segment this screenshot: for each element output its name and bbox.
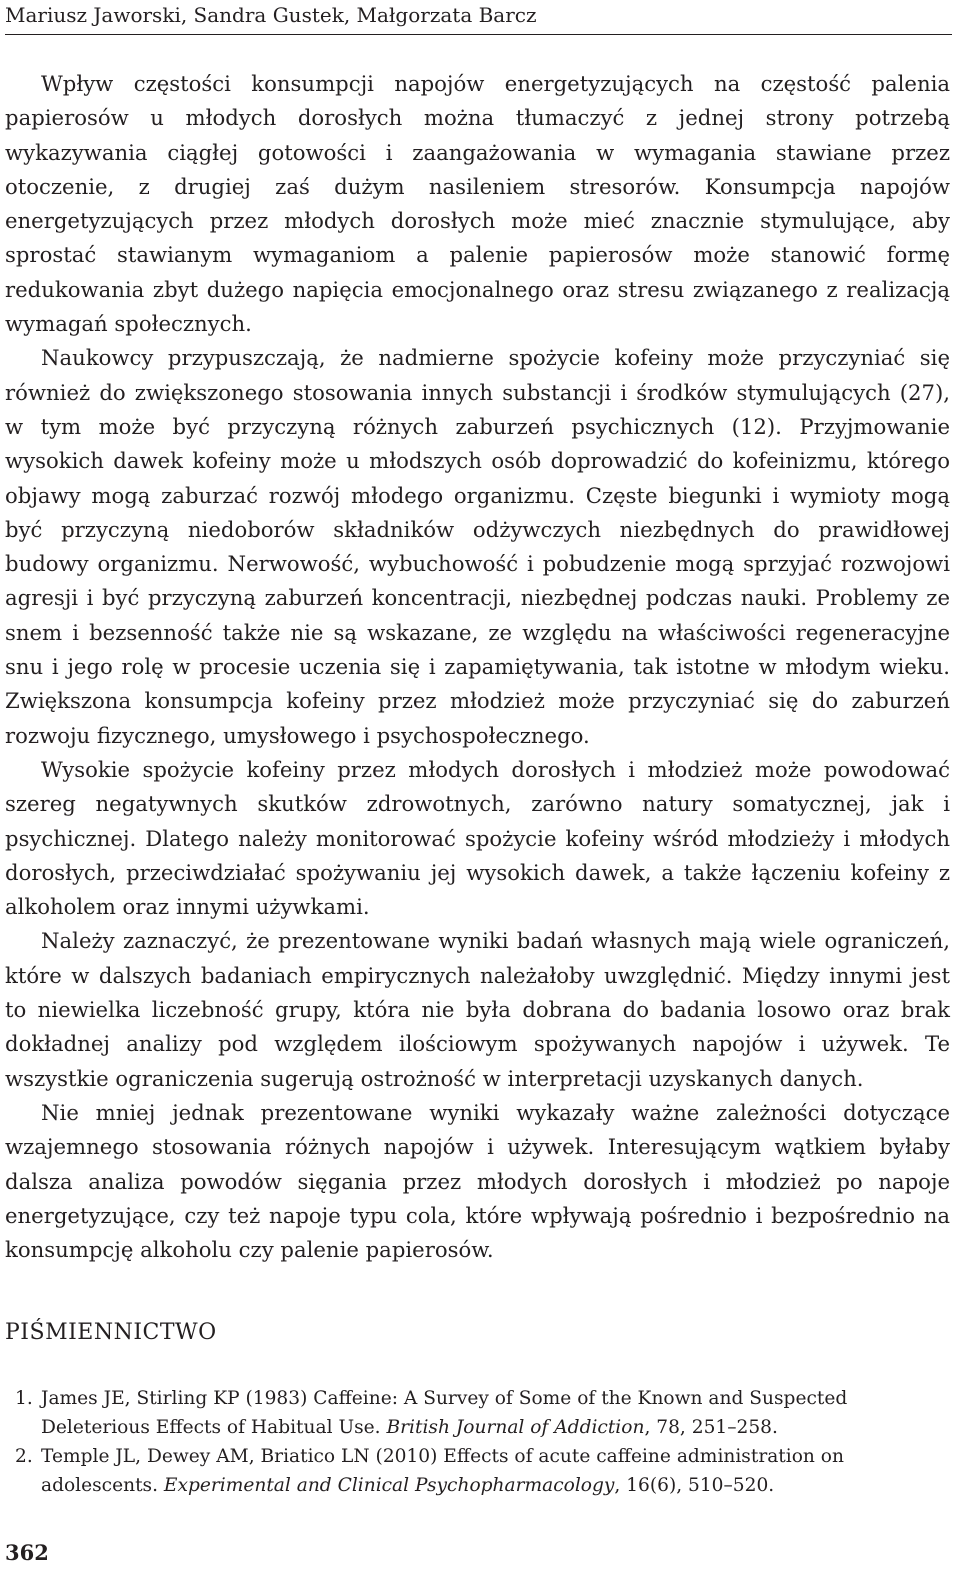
reference-authors-title: James JE, Stirling KP (1983) Caffeine: A Survey of Some of the Known and Suspected Deleterious Effects of Habitual Use.	[41, 1388, 848, 1438]
references-list	[5, 1384, 952, 1500]
reference-number: 2.	[15, 1446, 33, 1467]
reference-number: 1.	[15, 1388, 33, 1409]
references-heading: PIŚMIENNICTWO	[5, 1320, 217, 1345]
reference-authors-title: Temple JL, Dewey AM, Briatico LN (2010) Effects of acute caffeine administration on adolescents.	[41, 1446, 844, 1496]
paragraph: Nie mniej jednak prezentowane wyniki wykazały ważne zależności dotyczące wzajemnego stosowania różnych napojów i używek. Interesującym wątkiem byłaby dalsza analiza powodów sięgania przez młodych dorosłych i młodzież po napoje energetyzujące, czy też napoje typu cola, które wpływają pośrednio i bezpośrednio na konsumpcję alkoholu czy palenie papierosów.	[5, 1099, 950, 1263]
running-head: Mariusz Jaworski, Sandra Gustek, Małgorzata Barcz	[5, 3, 537, 27]
reference-journal: British Journal of Addiction	[386, 1417, 645, 1438]
paragraph: Naukowcy przypuszczają, że nadmierne spożycie kofeiny może przyczyniać się również do zwiększonego stosowania innych substancji i środków stymulujących (27), w tym może być przyczyną różnych zaburzeń psychicznych (12). Przyjmowanie wysokich dawek kofeiny może u młodszych osób doprowadzić do kofeinizmu, którego objawy mogą zaburzać rozwój młodego organizmu. Częste biegunki i wymioty mogą być przyczyną niedoborów składników odżywczych niezbędnych do prawidłowej budowy organizmu. Nerwowość, wybuchowość i pobudzenie mogą sprzyjać rozwojowi agresji i być przyczyną zaburzeń koncentracji, niezbędnej podczas nauki. Problemy ze snem i bezsenność także nie są wskazane, ze względu na właściwości regeneracyjne snu i jego rolę w procesie uczenia się i zapamiętywania, tak istotne w młodym wieku. Zwiększona konsumpcja kofeiny przez młodzież może przyczyniać się do zaburzeń rozwoju fizycznego, umysłowego i psychospołecznego.	[5, 345, 950, 748]
body-text	[5, 67, 950, 1267]
reference-details: , 78, 251–258.	[644, 1417, 778, 1438]
reference-item	[5, 1384, 952, 1442]
paragraph: Wpływ częstości konsumpcji napojów energetyzujących na częstość palenia papierosów u młodych dorosłych można tłumaczyć z jednej strony potrzebą wykazywania ciągłej gotowości i zaangażowania w wymagania stawiane przez otoczenie, z drugiej zaś dużym nasileniem stresorów. Konsumpcja napojów energetyzujących przez młodych dorosłych może mieć znacznie stymulujące, aby sprostać stawianym wymaganiom a palenie papierosów może stanowić formę redukowania zbyt dużego napięcia emocjonalnego oraz stresu związanego z realizacją wymagań społecznych.	[5, 71, 950, 337]
reference-item	[5, 1442, 952, 1500]
reference-details: , 16(6), 510–520.	[614, 1475, 775, 1496]
header-rule	[5, 34, 952, 35]
reference-journal: Experimental and Clinical Psychopharmacology	[163, 1475, 615, 1496]
paragraph: Wysokie spożycie kofeiny przez młodych dorosłych i młodzież może powodować szereg negatywnych skutków zdrowotnych, zarówno natury somatycznej, jak i psychicznej. Dlatego należy monitorować spożycie kofeiny wśród młodzieży i młodych dorosłych, przeciwdziałać spożywaniu jej wysokich dawek, a także łączeniu kofeiny z alkoholem oraz innymi używkami.	[5, 756, 950, 920]
paragraph: Należy zaznaczyć, że prezentowane wyniki badań własnych mają wiele ograniczeń, które w dalszych badaniach empirycznych należałoby uwzględnić. Między innymi jest to niewielka liczebność grupy, która nie była dobrana do badania losowo oraz brak dokładnej analizy pod względem ilościowym spożywanych napojów i używek. Te wszystkie ograniczenia sugerują ostrożność w interpretacji uzyskanych danych.	[5, 928, 950, 1091]
page-number: 362	[5, 1540, 49, 1565]
